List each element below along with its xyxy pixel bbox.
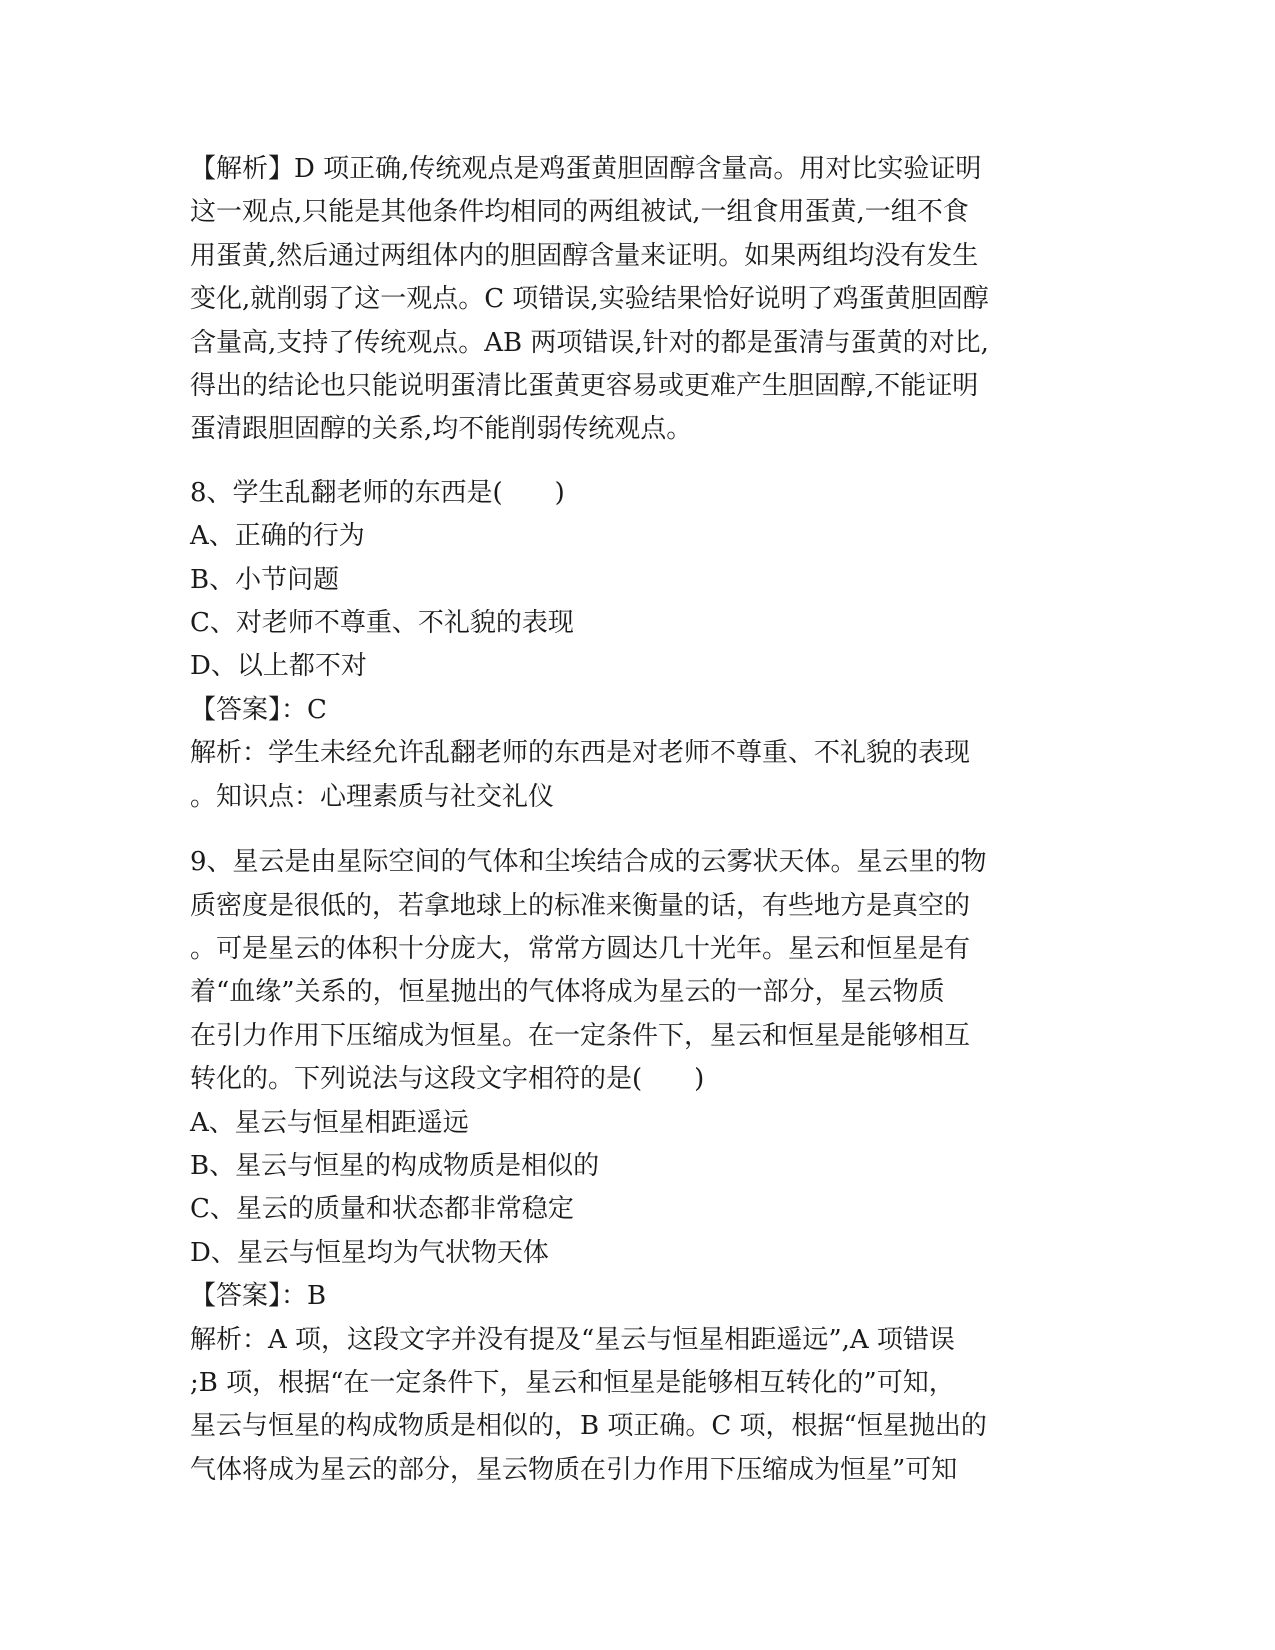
- option-b: B、星云与恒星的构成物质是相似的: [190, 1150, 600, 1181]
- analysis-q7: [190, 148, 1090, 452]
- analysis-line: 。知识点：心理素质与社交礼仪: [190, 781, 555, 812]
- question-text: 8、学生乱翻老师的东西是( ): [190, 477, 565, 508]
- document-body: [190, 148, 1090, 1492]
- question-8: [190, 472, 1090, 819]
- analysis-line: 变化,就削弱了这一观点。C 项错误,实验结果恰好说明了鸡蛋黄胆固醇: [190, 284, 989, 315]
- analysis-line: 蛋清跟胆固醇的关系,均不能削弱传统观点。: [190, 414, 693, 445]
- analysis-line: 解析：A 项，这段文字并没有提及“星云与恒星相距遥远”,A 项错误: [190, 1324, 955, 1355]
- analysis-line: 用蛋黄,然后通过两组体内的胆固醇含量来证明。如果两组均没有发生: [190, 240, 979, 271]
- analysis-line: 这一观点,只能是其他条件均相同的两组被试,一组食用蛋黄,一组不食: [190, 197, 969, 228]
- question-9: [190, 841, 1090, 1492]
- analysis-line: 解析：学生未经允许乱翻老师的东西是对老师不尊重、不礼貌的表现: [190, 738, 971, 769]
- option-c: C、星云的质量和状态都非常稳定: [190, 1194, 574, 1225]
- option-b: B、小节问题: [190, 564, 340, 595]
- question-text: 着“血缘”关系的，恒星抛出的气体将成为星云的一部分，星云物质: [190, 977, 945, 1008]
- option-c: C、对老师不尊重、不礼貌的表现: [190, 608, 574, 639]
- option-a: A、正确的行为: [190, 521, 365, 552]
- analysis-line: 星云与恒星的构成物质是相似的，B 项正确。C 项，根据“恒星抛出的: [190, 1411, 987, 1442]
- question-text: 质密度是很低的，若拿地球上的标准来衡量的话，有些地方是真空的: [190, 890, 971, 921]
- question-text: 9、星云是由星际空间的气体和尘埃结合成的云雾状天体。星云里的物: [190, 847, 987, 878]
- question-text: 转化的。下列说法与这段文字相符的是( ): [190, 1064, 705, 1095]
- option-d: D、以上都不对: [190, 651, 367, 682]
- analysis-line: 含量高,支持了传统观点。AB 两项错误,针对的都是蛋清与蛋黄的对比,: [190, 327, 989, 358]
- option-a: A、星云与恒星相距遥远: [190, 1107, 469, 1138]
- answer: 【答案】：C: [190, 694, 327, 725]
- question-text: 。可是星云的体积十分庞大，常常方圆达几十光年。星云和恒星是有: [190, 933, 971, 964]
- analysis-line: 【解析】D 项正确,传统观点是鸡蛋黄胆固醇含量高。用对比实验证明: [190, 154, 982, 184]
- answer: 【答案】：B: [190, 1281, 327, 1312]
- option-d: D、星云与恒星均为气状物天体: [190, 1237, 549, 1268]
- analysis-line: ;B 项，根据“在一定条件下，星云和恒星是能够相互转化的”可知，: [190, 1367, 955, 1398]
- analysis-line: 气体将成为星云的部分，星云物质在引力作用下压缩成为恒星”可知: [190, 1454, 958, 1485]
- question-text: 在引力作用下压缩成为恒星。在一定条件下，星云和恒星是能够相互: [190, 1020, 971, 1051]
- analysis-line: 得出的结论也只能说明蛋清比蛋黄更容易或更难产生胆固醇,不能证明: [190, 371, 979, 402]
